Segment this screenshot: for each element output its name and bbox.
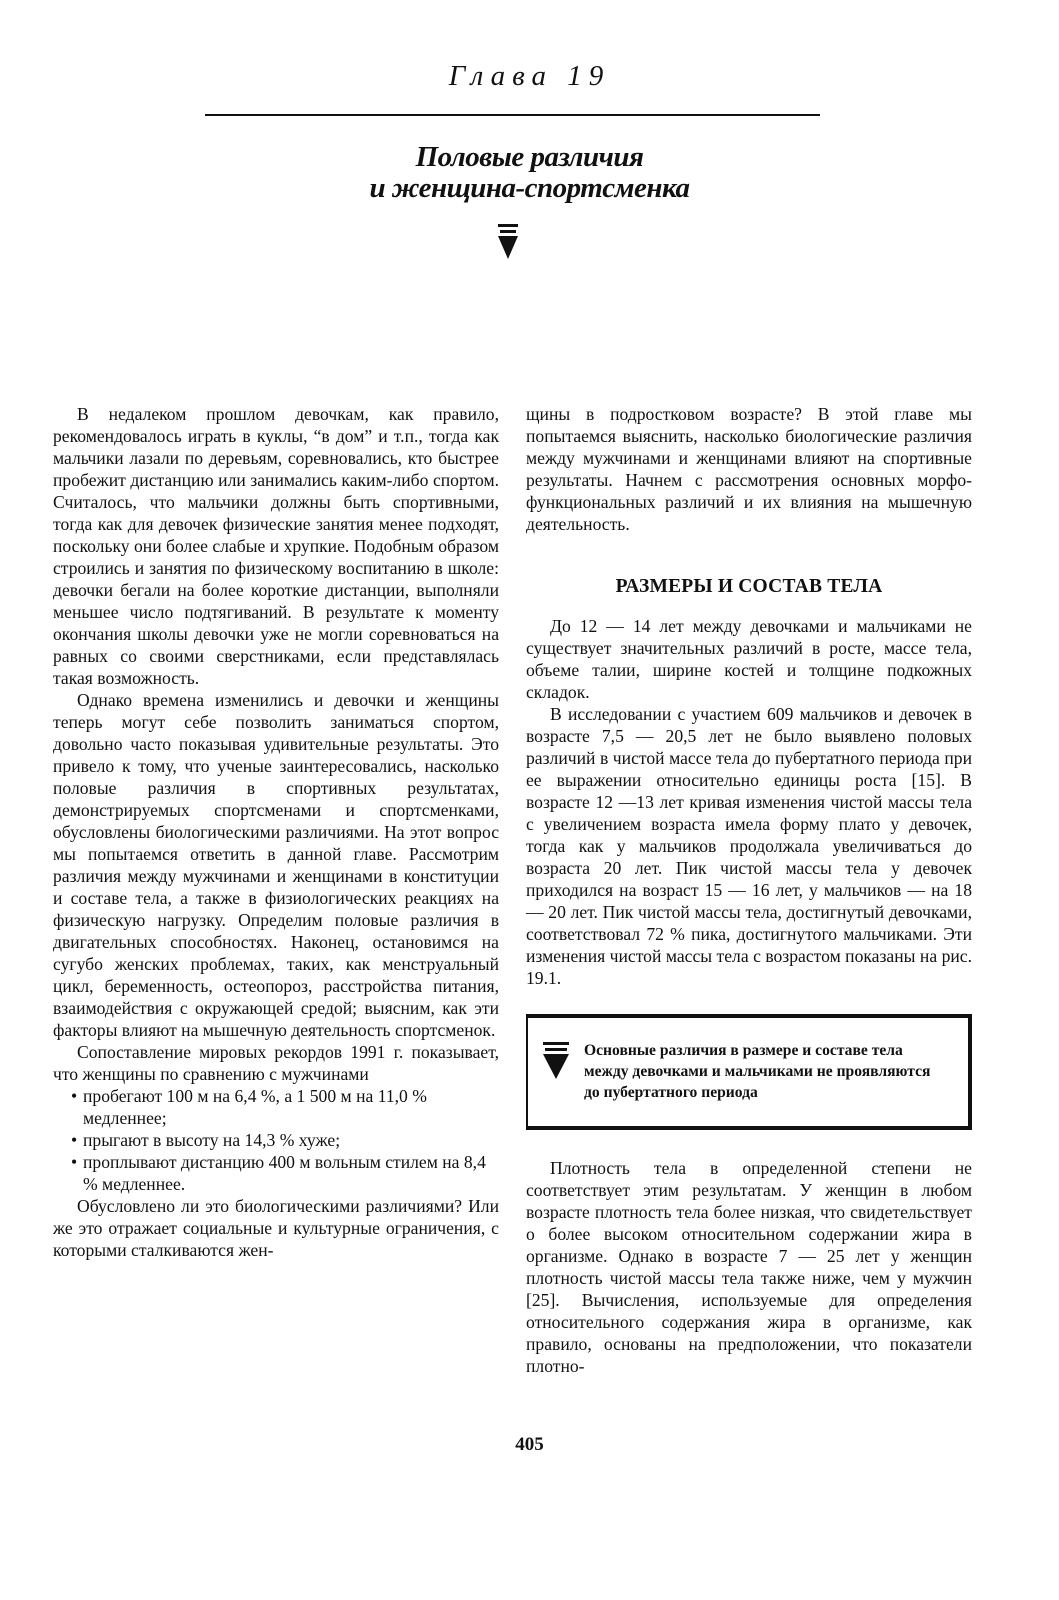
triangle-down-icon [497,224,519,260]
triangle-down-icon [542,1042,570,1080]
chapter-title-line-2: и женщина-спортсменка [369,172,690,204]
header-rule [205,114,820,116]
list-item: • прыгают в высоту на 14,3 % хуже; [53,1129,499,1151]
section-heading: РАЗМЕРЫ И СОСТАВ ТЕЛА [615,576,883,597]
left-column [53,403,499,1261]
page-number: 405 [515,1434,544,1455]
records-list [53,1085,499,1195]
paragraph: В исследовании с участием 609 мальчиков и девочек в возрасте 7,5 — 20,5 лет не было выявлено половых различий в чистой массе тела до пубертатного периода при ее выражении относительно единицы роста [15]. В возрасте 12 —13 лет кривая изменения чистой массы тела с увеличением возраста имела форму плато у девочек, тогда как у мальчиков продолжала увеличиваться до возраста 20 лет. Пик чистой массы тела у девочек приходился на возраст 15 — 16 лет, у мальчиков — на 18 — 20 лет. Пик чистой массы тела, достигнутый девочками, соответствовал 72 % пика, достигнутого мальчиками. Эти изменения чистой массы тела с возрастом показаны на рис. 19.1. [526,704,972,988]
right-column [526,403,972,1377]
callout-text: Основные различия в размере и составе тела между девочками и мальчиками не проявляются до пубертатного периода [584,1042,931,1101]
list-item: • проплывают дистанцию 400 м вольным стилем на 8,4 % медленнее. [53,1151,499,1195]
paragraph: Плотность тела в определенной степени не соответствует этим результатам. У женщин в любом возрасте плотность тела более низкая, что свидетельствует о более высоком относительном содержании жира в организме. Однако в возрасте 7 — 25 лет у женщин плотность чистой массы тела также ниже, чем у мужчин [25]. Вычисления, используемые для определения относительного содержания жира в организме, как правило, основаны на предположении, что показатели плотно- [526,1158,972,1376]
paragraph: До 12 — 14 лет между девочками и мальчиками не существует значительных различий в росте, массе тела, объеме талии, ширине костей и толщине подкожных складок. [526,616,972,702]
chapter-label: Глава 19 [448,60,611,92]
paragraph: В недалеком прошлом девочкам, как правило, рекомендовалось играть в куклы, “в дом” и т.п., тогда как мальчики лазали по деревьям, соревновались, кто быстрее пробежит дистанцию или занимались каким-либо спортом. Считалось, что мальчики должны быть спортивными, тогда как для девочек физические занятия менее подходят, поскольку они более слабые и хрупкие. Подобным образом строились и занятия по физическому воспитанию в школе: девочки бегали на более короткие дистанции, выполняли меньшее число подтягиваний. В результате к моменту окончания школы девочки уже не могли соревноваться на равных со своими сверстниками, если представлялась такая возможность. [53,404,499,688]
paragraph: Обусловлено ли это биологическими различиями? Или же это отражает социальные и культурные ограничения, с которыми сталкиваются жен- [53,1196,499,1260]
callout-box [526,1014,972,1130]
paragraph: Сопоставление мировых рекордов 1991 г. показывает, что женщины по сравнению с мужчинами [53,1042,499,1084]
paragraph: щины в подростковом возрасте? В этой главе мы попытаемся выяснить, насколько биологические различия между мужчинами и женщинами влияют на спортивные результаты. Начнем с рассмотрения основных морфо-функциональных различий и их влияния на мышечную деятельность. [526,404,972,534]
list-item: • пробегают 100 м на 6,4 %, а 1 500 м на 11,0 % медленнее; [53,1085,499,1129]
chapter-title [0,142,1059,204]
paragraph: Однако времена изменились и девочки и женщины теперь могут себе позволить заниматься спортом, довольно часто показывая удивительные результаты. Это привело к тому, что ученые заинтересовались, насколько половые различия в спортивных результатах, демонстрируемых спортсменами и спортсменками, обусловлены биологическими различиями. На этот вопрос мы попытаемся ответить в данной главе. Рассмотрим различия между мужчинами и женщинами в конституции и составе тела, а также в физиологических реакциях на физическую нагрузку. Определим половые различия в двигательных способностях. Наконец, остановимся на сугубо женских проблемах, таких, как менструальный цикл, беременность, остеопороз, расстройства питания, взаимодействия с окружающей средой; выясним, как эти факторы влияют на мышечную деятельность спортсменок. [53,690,499,1040]
chapter-title-line-1: Половые различия [415,141,644,173]
